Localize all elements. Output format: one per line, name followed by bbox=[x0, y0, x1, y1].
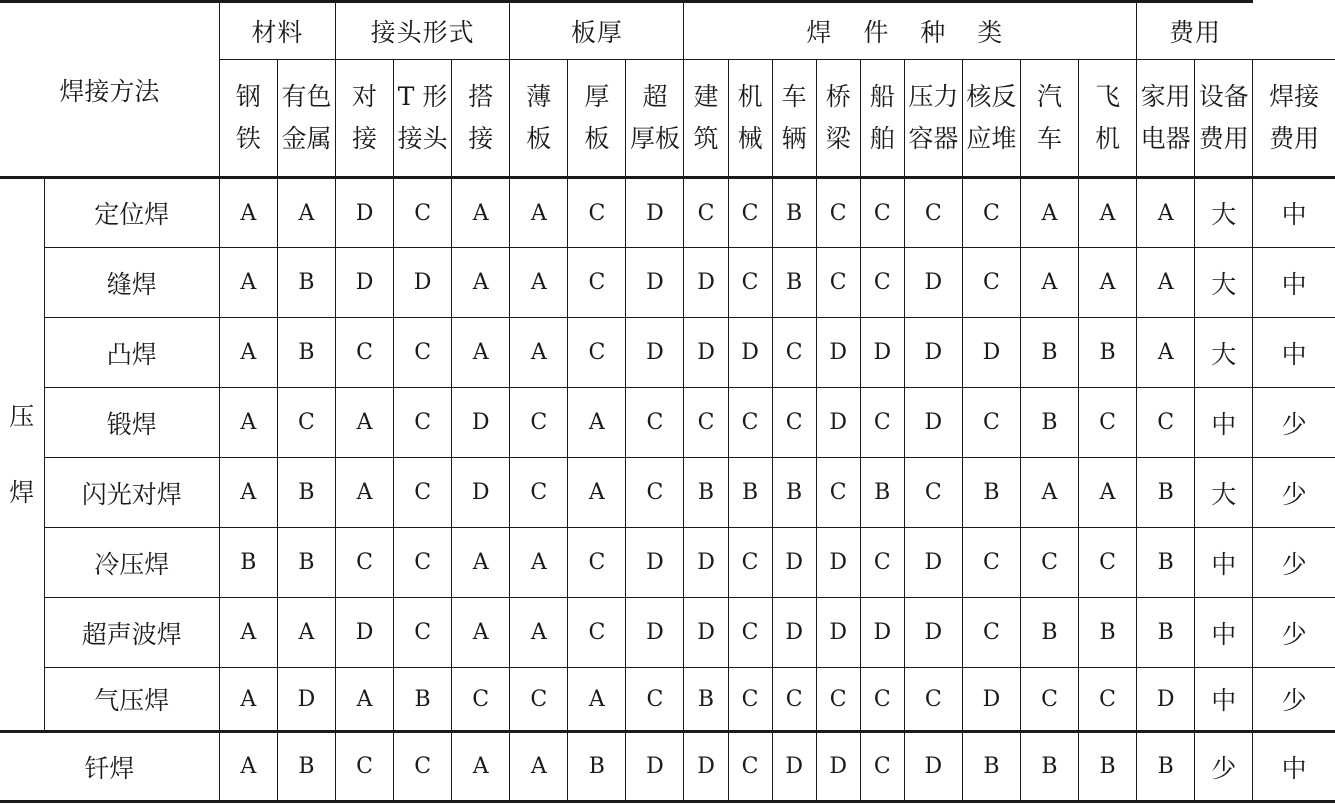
rating-cell: 少 bbox=[1253, 668, 1335, 732]
rating-cell: A bbox=[219, 458, 277, 528]
subheader-cell bbox=[626, 60, 684, 178]
rating-cell: B bbox=[1137, 458, 1195, 528]
subheader-cell bbox=[772, 60, 816, 178]
rating-cell: D bbox=[904, 318, 962, 388]
rating-cell: A bbox=[568, 388, 626, 458]
rating-cell: C bbox=[962, 248, 1020, 318]
rating-cell: B bbox=[772, 178, 816, 248]
subheader-text: 板 bbox=[526, 124, 552, 153]
table-row bbox=[0, 732, 1335, 802]
rating-cell: C bbox=[728, 528, 772, 598]
rating-cell: A bbox=[510, 318, 568, 388]
rating-cell: C bbox=[277, 388, 335, 458]
rating-cell: D bbox=[728, 318, 772, 388]
subheader-text: 机 bbox=[737, 82, 763, 111]
rating-cell: A bbox=[219, 178, 277, 248]
rating-cell: C bbox=[568, 528, 626, 598]
header-group-material: 材料 bbox=[219, 2, 335, 60]
subheader-text: 板 bbox=[584, 124, 610, 153]
rating-cell: C bbox=[1137, 388, 1195, 458]
subheader-cell bbox=[816, 60, 860, 178]
rating-cell: D bbox=[336, 178, 394, 248]
subheader-text: T 形 bbox=[397, 82, 448, 111]
rating-cell: D bbox=[904, 248, 962, 318]
rating-cell: C bbox=[336, 732, 394, 802]
rating-cell: 中 bbox=[1195, 528, 1253, 598]
rating-cell: 大 bbox=[1195, 318, 1253, 388]
method-name-cell: 气压焊 bbox=[44, 668, 219, 732]
rating-cell: B bbox=[684, 668, 728, 732]
rating-cell: D bbox=[277, 668, 335, 732]
subheader-text: 对 bbox=[352, 82, 378, 111]
subheader-cell bbox=[728, 60, 772, 178]
subheader-text: 费用 bbox=[1269, 124, 1320, 153]
table-row bbox=[0, 318, 1335, 388]
subheader-cell bbox=[219, 60, 277, 178]
rating-cell: A bbox=[219, 388, 277, 458]
rating-cell: D bbox=[816, 528, 860, 598]
subheader-cell bbox=[1137, 60, 1195, 178]
rating-cell: B bbox=[277, 458, 335, 528]
rating-cell: 中 bbox=[1253, 178, 1335, 248]
rating-cell: B bbox=[568, 732, 626, 802]
rating-cell: C bbox=[684, 388, 728, 458]
rating-cell: C bbox=[394, 318, 452, 388]
rating-cell: C bbox=[336, 318, 394, 388]
rating-cell: A bbox=[452, 598, 510, 668]
rating-cell: 大 bbox=[1195, 248, 1253, 318]
subheader-text: 焊接 bbox=[1269, 82, 1320, 111]
rating-cell: A bbox=[277, 598, 335, 668]
subheader-text: 设备 bbox=[1198, 82, 1249, 111]
rating-cell: D bbox=[684, 598, 728, 668]
rating-cell: A bbox=[336, 458, 394, 528]
method-name-cell: 锻焊 bbox=[44, 388, 219, 458]
subheader-text: 机 bbox=[1095, 124, 1121, 153]
table-row bbox=[0, 598, 1335, 668]
rating-cell: B bbox=[860, 458, 904, 528]
rating-cell: D bbox=[336, 248, 394, 318]
rating-cell: C bbox=[626, 388, 684, 458]
rating-cell: A bbox=[452, 178, 510, 248]
rating-cell: 中 bbox=[1253, 732, 1335, 802]
header-method-cell: 焊接方法 bbox=[0, 2, 219, 178]
subheader-cell bbox=[684, 60, 728, 178]
rating-cell: C bbox=[1020, 668, 1078, 732]
rating-cell: C bbox=[1079, 668, 1137, 732]
subheader-text: 搭 bbox=[468, 82, 494, 111]
rating-cell: 少 bbox=[1195, 732, 1253, 802]
rating-cell: D bbox=[626, 248, 684, 318]
rating-cell: D bbox=[1137, 668, 1195, 732]
method-name-cell: 凸焊 bbox=[44, 318, 219, 388]
subheader-text: 家用 bbox=[1140, 82, 1191, 111]
rating-cell: C bbox=[728, 732, 772, 802]
rating-cell: B bbox=[772, 248, 816, 318]
rating-cell: A bbox=[1137, 248, 1195, 318]
rating-cell: B bbox=[277, 528, 335, 598]
rating-cell: C bbox=[816, 178, 860, 248]
subheader-text: 容器 bbox=[908, 124, 959, 153]
rating-cell: D bbox=[452, 458, 510, 528]
table-row bbox=[0, 668, 1335, 732]
rating-cell: 少 bbox=[1253, 528, 1335, 598]
rating-cell: 中 bbox=[1253, 248, 1335, 318]
table-body bbox=[0, 2, 1335, 802]
rating-cell: B bbox=[772, 458, 816, 528]
rating-cell: C bbox=[1020, 528, 1078, 598]
rating-cell: D bbox=[816, 598, 860, 668]
subheader-text: 核反 bbox=[966, 82, 1017, 111]
rating-cell: C bbox=[860, 732, 904, 802]
table-row bbox=[0, 178, 1335, 248]
rating-cell: A bbox=[1079, 458, 1137, 528]
subheader-cell bbox=[277, 60, 335, 178]
rating-cell: C bbox=[772, 388, 816, 458]
subheader-text: 辆 bbox=[781, 124, 807, 153]
table-row bbox=[0, 248, 1335, 318]
rating-cell: C bbox=[728, 668, 772, 732]
rating-cell: A bbox=[1137, 318, 1195, 388]
rating-cell: C bbox=[962, 178, 1020, 248]
rating-cell: C bbox=[860, 528, 904, 598]
rating-cell: C bbox=[860, 388, 904, 458]
rating-cell: B bbox=[219, 528, 277, 598]
subheader-text: 接头 bbox=[397, 124, 448, 153]
rating-cell: C bbox=[1079, 388, 1137, 458]
subheader-text: 接 bbox=[468, 124, 494, 153]
subheader-text: 薄 bbox=[526, 82, 552, 111]
rating-cell: C bbox=[962, 598, 1020, 668]
rating-cell: D bbox=[394, 248, 452, 318]
subheader-text: 舶 bbox=[869, 124, 895, 153]
rating-cell: C bbox=[904, 668, 962, 732]
subheader-cell bbox=[860, 60, 904, 178]
rating-cell: C bbox=[816, 248, 860, 318]
rating-cell: B bbox=[962, 732, 1020, 802]
rating-cell: B bbox=[277, 318, 335, 388]
subheader-cell bbox=[1253, 60, 1335, 178]
subheader-text: 电器 bbox=[1140, 124, 1191, 153]
subheader-text: 费用 bbox=[1198, 124, 1249, 153]
subheader-text: 铁 bbox=[235, 124, 261, 153]
rating-cell: A bbox=[452, 732, 510, 802]
rating-cell: D bbox=[626, 178, 684, 248]
rating-cell: A bbox=[452, 528, 510, 598]
rating-cell: C bbox=[728, 248, 772, 318]
rating-cell: A bbox=[277, 178, 335, 248]
rating-cell: B bbox=[962, 458, 1020, 528]
rating-cell: C bbox=[510, 668, 568, 732]
rating-cell: D bbox=[626, 732, 684, 802]
rating-cell: C bbox=[394, 458, 452, 528]
rating-cell: C bbox=[728, 598, 772, 668]
subheader-text: 汽 bbox=[1036, 82, 1062, 111]
rating-cell: 少 bbox=[1253, 458, 1335, 528]
rating-cell: B bbox=[277, 732, 335, 802]
method-name-cell: 闪光对焊 bbox=[44, 458, 219, 528]
rating-cell: D bbox=[816, 388, 860, 458]
rating-cell: B bbox=[1020, 732, 1078, 802]
rating-cell: C bbox=[684, 178, 728, 248]
rating-cell: A bbox=[219, 598, 277, 668]
rating-cell: A bbox=[219, 668, 277, 732]
rating-cell: A bbox=[568, 668, 626, 732]
subheader-cell bbox=[568, 60, 626, 178]
rating-cell: C bbox=[860, 178, 904, 248]
rating-cell: C bbox=[394, 528, 452, 598]
rating-cell: C bbox=[568, 598, 626, 668]
rating-cell: 大 bbox=[1195, 178, 1253, 248]
rating-cell: A bbox=[510, 248, 568, 318]
header-group-thickness: 板厚 bbox=[510, 2, 684, 60]
subheader-text: 筑 bbox=[693, 124, 719, 153]
subheader-cell bbox=[1020, 60, 1078, 178]
subheader-cell bbox=[1195, 60, 1253, 178]
rating-cell: B bbox=[277, 248, 335, 318]
group-label-pressure-welding bbox=[0, 178, 44, 732]
rating-cell: D bbox=[626, 528, 684, 598]
rating-cell: D bbox=[816, 318, 860, 388]
rating-cell: A bbox=[336, 388, 394, 458]
subheader-cell bbox=[510, 60, 568, 178]
rating-cell: A bbox=[510, 732, 568, 802]
rating-cell: D bbox=[816, 732, 860, 802]
rating-cell: A bbox=[219, 732, 277, 802]
rating-cell: B bbox=[1137, 598, 1195, 668]
rating-cell: C bbox=[860, 248, 904, 318]
rating-cell: C bbox=[728, 178, 772, 248]
group-label-char: 压 bbox=[9, 401, 35, 431]
subheader-text: 梁 bbox=[825, 124, 851, 153]
method-name-cell: 定位焊 bbox=[44, 178, 219, 248]
rating-cell: C bbox=[626, 458, 684, 528]
rating-cell: A bbox=[219, 248, 277, 318]
subheader-text: 桥 bbox=[825, 82, 851, 111]
rating-cell: B bbox=[1137, 732, 1195, 802]
rating-cell: D bbox=[772, 528, 816, 598]
rating-cell: B bbox=[1137, 528, 1195, 598]
rating-cell: C bbox=[568, 318, 626, 388]
rating-cell: C bbox=[394, 178, 452, 248]
rating-cell: D bbox=[962, 668, 1020, 732]
subheader-text: 超 bbox=[642, 82, 668, 111]
rating-cell: C bbox=[860, 668, 904, 732]
rating-cell: 少 bbox=[1253, 598, 1335, 668]
subheader-cell bbox=[1079, 60, 1137, 178]
rating-cell: B bbox=[1020, 388, 1078, 458]
subheader-text: 有色 bbox=[281, 82, 332, 111]
rating-cell: D bbox=[904, 732, 962, 802]
subheader-text: 械 bbox=[737, 124, 763, 153]
rating-cell: C bbox=[816, 458, 860, 528]
subheader-text: 钢 bbox=[235, 82, 261, 111]
rating-cell: 中 bbox=[1195, 668, 1253, 732]
subheader-cell bbox=[962, 60, 1020, 178]
rating-cell: 中 bbox=[1195, 598, 1253, 668]
subheader-cell bbox=[394, 60, 452, 178]
rating-cell: A bbox=[568, 458, 626, 528]
subheader-text: 车 bbox=[1036, 124, 1062, 153]
rating-cell: A bbox=[510, 528, 568, 598]
rating-cell: C bbox=[394, 598, 452, 668]
rating-cell: D bbox=[626, 598, 684, 668]
rating-cell: D bbox=[772, 598, 816, 668]
rating-cell: A bbox=[1079, 178, 1137, 248]
group-label-char: 焊 bbox=[9, 477, 35, 507]
subheader-text: 厚 bbox=[584, 82, 610, 111]
subheader-text: 金属 bbox=[281, 124, 332, 153]
rating-cell: C bbox=[1079, 528, 1137, 598]
method-name-cell: 钎焊 bbox=[0, 732, 219, 802]
rating-cell: D bbox=[904, 598, 962, 668]
rating-cell: A bbox=[452, 318, 510, 388]
rating-cell: D bbox=[684, 318, 728, 388]
subheader-cell bbox=[904, 60, 962, 178]
method-name-cell: 缝焊 bbox=[44, 248, 219, 318]
subheader-text: 压力 bbox=[908, 82, 959, 111]
method-name-cell: 冷压焊 bbox=[44, 528, 219, 598]
rating-cell: C bbox=[394, 388, 452, 458]
header-group-joint: 接头形式 bbox=[336, 2, 510, 60]
rating-cell: C bbox=[510, 458, 568, 528]
rating-cell: D bbox=[772, 732, 816, 802]
rating-cell: D bbox=[904, 528, 962, 598]
rating-cell: D bbox=[684, 732, 728, 802]
rating-cell: B bbox=[394, 668, 452, 732]
rating-cell: 中 bbox=[1195, 388, 1253, 458]
rating-cell: A bbox=[1020, 458, 1078, 528]
subheader-text: 车 bbox=[781, 82, 807, 111]
rating-cell: C bbox=[772, 668, 816, 732]
subheader-text: 建 bbox=[693, 82, 719, 111]
rating-cell: C bbox=[772, 318, 816, 388]
rating-cell: D bbox=[452, 388, 510, 458]
subheader-cell bbox=[452, 60, 510, 178]
rating-cell: B bbox=[1020, 318, 1078, 388]
rating-cell: B bbox=[684, 458, 728, 528]
method-name-cell: 超声波焊 bbox=[44, 598, 219, 668]
rating-cell: A bbox=[1079, 248, 1137, 318]
rating-cell: 中 bbox=[1253, 318, 1335, 388]
header-group-workpiece: 焊 件 种 类 bbox=[684, 2, 1137, 60]
rating-cell: A bbox=[336, 668, 394, 732]
table-row bbox=[0, 388, 1335, 458]
rating-cell: B bbox=[1079, 732, 1137, 802]
rating-cell: C bbox=[568, 248, 626, 318]
rating-cell: D bbox=[904, 388, 962, 458]
rating-cell: C bbox=[904, 458, 962, 528]
rating-cell: C bbox=[510, 388, 568, 458]
rating-cell: D bbox=[626, 318, 684, 388]
rating-cell: D bbox=[684, 528, 728, 598]
rating-cell: D bbox=[962, 318, 1020, 388]
rating-cell: B bbox=[1020, 598, 1078, 668]
table-row bbox=[0, 458, 1335, 528]
rating-cell: B bbox=[1079, 598, 1137, 668]
rating-cell: C bbox=[904, 178, 962, 248]
rating-cell: C bbox=[962, 388, 1020, 458]
table-row bbox=[0, 528, 1335, 598]
subheader-text: 飞 bbox=[1095, 82, 1121, 111]
rating-cell: D bbox=[336, 598, 394, 668]
rating-cell: C bbox=[452, 668, 510, 732]
header-group-row bbox=[0, 2, 1335, 60]
rating-cell: C bbox=[626, 668, 684, 732]
rating-cell: D bbox=[684, 248, 728, 318]
rating-cell: B bbox=[728, 458, 772, 528]
rating-cell: A bbox=[1137, 178, 1195, 248]
rating-cell: C bbox=[568, 178, 626, 248]
rating-cell: C bbox=[816, 668, 860, 732]
rating-cell: A bbox=[1020, 248, 1078, 318]
subheader-text: 接 bbox=[352, 124, 378, 153]
rating-cell: A bbox=[510, 598, 568, 668]
rating-cell: C bbox=[728, 388, 772, 458]
rating-cell: C bbox=[394, 732, 452, 802]
subheader-cell bbox=[336, 60, 394, 178]
subheader-text: 应堆 bbox=[966, 124, 1017, 153]
rating-cell: C bbox=[336, 528, 394, 598]
rating-cell: A bbox=[219, 318, 277, 388]
rating-cell: A bbox=[452, 248, 510, 318]
rating-cell: A bbox=[510, 178, 568, 248]
rating-cell: C bbox=[962, 528, 1020, 598]
subheader-text: 船 bbox=[869, 82, 895, 111]
rating-cell: D bbox=[860, 598, 904, 668]
rating-cell: A bbox=[1020, 178, 1078, 248]
subheader-text: 厚板 bbox=[629, 124, 680, 153]
rating-cell: B bbox=[1079, 318, 1137, 388]
rating-cell: D bbox=[860, 318, 904, 388]
header-group-cost: 费用 bbox=[1137, 2, 1253, 60]
rating-cell: 少 bbox=[1253, 388, 1335, 458]
rating-cell: 大 bbox=[1195, 458, 1253, 528]
